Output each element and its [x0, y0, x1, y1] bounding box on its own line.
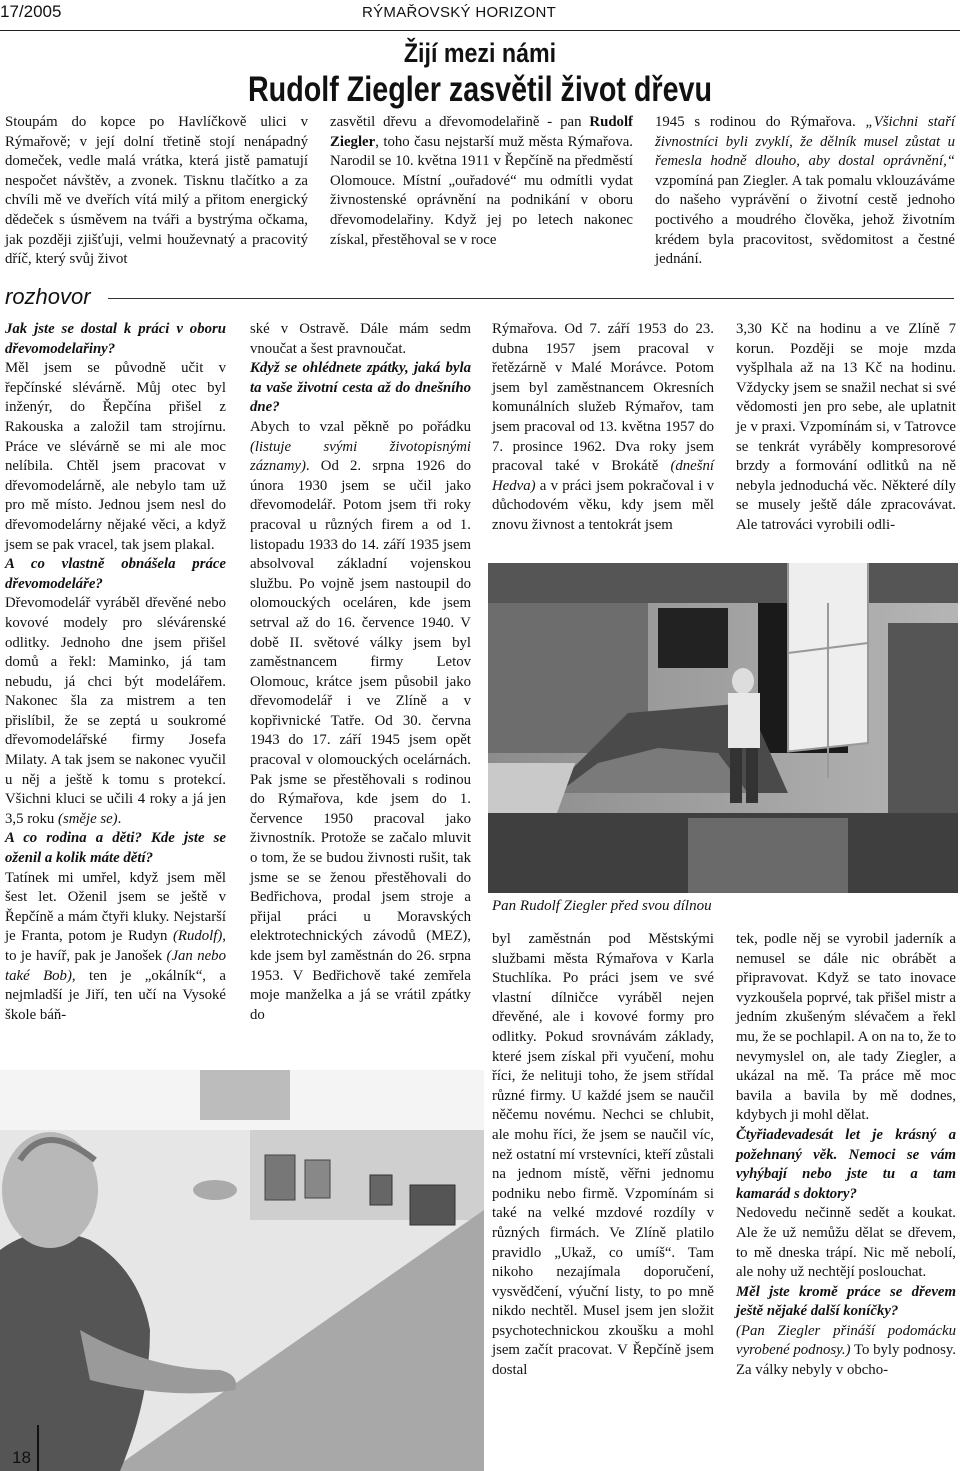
publication-title: RÝMAŘOVSKÝ HORIZONT — [362, 4, 557, 21]
answer-aside: (Pan Ziegler přináší podomácku vyrobené podnosy.) — [736, 1322, 956, 1359]
page-edge-rule — [37, 1425, 39, 1471]
answer-text: Rýmařova. Od 7. září 1953 do 23. dubna 1957 jsem pracoval v řetězárně v Malé Morávce. Potom jsem byl zaměstnancem Okresních komunálních služeb Rýmařov, tam jsem pracoval od 13. května 1957 do 7. prosince 1962. Dva roky jsem pracoval také v Brokátě — [492, 321, 714, 475]
intro-column-2 — [330, 113, 633, 250]
workshop-photo — [488, 563, 958, 893]
interview-column-3-top — [492, 320, 714, 536]
intro-paragraph-2 — [330, 113, 633, 250]
intro-paragraph-3 — [655, 113, 955, 270]
answer-text: Abych to vzal pěkně po pořádku — [250, 418, 471, 435]
interview-column-1 — [5, 320, 226, 1025]
intro-column-1 — [5, 113, 308, 270]
answer: byl zaměstnán pod Městskými službami města Rýmařova v Karla Stuchlíka. Po práci jsem ve své vlastní dílničce vyráběl nejen dřevěné, ale i kovové formy pro odlitky. Pokud srovnávám základy, které jsem získal při vyučení, mohu říci, že nelituji toho, že jsem střídal různé firmy. U každé jsem se naučil něčemu novému. Nechci se chlubit, ale mohu říci, že jsem se naučil víc, než ostatní mí vrstevníci, kteří zůstali na jednom místě, věřni jednomu podniku nebo firmě. Vzpomínám si také na velké mzdové rozdíly v různých firmách. Ve Zlíně platilo pravidlo „Ukaž, co umíš“. Tam nikoho nezajímala doporučení, vysvědčení, výuční listy, to po mně nikdo nechtěl. Musel jsem jen složit psychotechnickou zkoušku a mohl jsem začít pracovat. V Řepčíně jsem dostal — [492, 931, 714, 1379]
intro-column-3 — [655, 113, 955, 270]
interview-column-3-bottom — [492, 930, 714, 1381]
page-number: 18 — [12, 1448, 31, 1467]
answer: 3,30 Kč na hodinu a ve Zlíně 7 korun. Později se moje mzda vyšplhala až na 13 Kč na hodinu. Vždycky jsem se snažil nechat si své vědomosti jen pro sebe, ale uplatnit je v praxi. Vzpomínám si, v Tatrovce se tenkrát vyráběly kompresorové brzdy a formování odlitků na ně nebyla jednoduchá věc. Některé díly se musely ještě dále zpracovávat. Ale tatrováci vyrobili odli- — [736, 321, 956, 533]
answer — [736, 1322, 956, 1381]
workshop-photo-image — [488, 563, 958, 893]
issue-number: 17/2005 — [0, 2, 62, 21]
answer-text: Dřevomodelář vyráběl dřevěné nebo kovové modely pro slévárenské odlitky. Jednoho dne jsem přišel domů a řekl: Maminko, já tam nebudu, já chci být modelářem. Nakonec šla za mistrem a ten přislíbil, že se zeptá u soukromé dřevomodelářské firmy Josefa Milaty. A tak jsem se nakonec vyučil u něj a ještě k tomu s protekcí. Všichni kluci se učili 4 roky a já jen 3,5 roku — [5, 595, 226, 827]
answer-aside: (listuje svými životopisnými záznamy) — [250, 438, 471, 475]
article-headline: Rudolf Ziegler zasvětil život dřevu — [247, 70, 713, 109]
interview-photo-image — [0, 1070, 484, 1471]
answer: tek, podle něj se vyrobil jaderník a nemusel se dále nic obrábět a připravovat. Když se tato inovace vyzkoušela poprvé, tak přišel mistr a jedním zkušeným slévačem a řekl mu, že se pochlapil. A on na to, že to nevymyslel on, ale tady Ziegler, a ukázal na mě. Ta práce mě moc bavila a bavila by mě dodnes, kdybych ji mohl dělat. — [736, 931, 956, 1124]
photo-caption: Pan Rudolf Ziegler před svou dílnou — [492, 898, 712, 914]
question: A co rodina a děti? Kde jste se oženil a kolik máte dětí? — [5, 830, 226, 867]
intro-text: 1945 s rodinou do Rýmařova. — [655, 114, 866, 130]
subject-name: Rudolf Ziegler — [330, 114, 633, 150]
intro-text: vzpomíná pan Ziegler. A tak pomalu vklouzáváme do našeho vyprávění o životní cestě jednoho poctivého a moudrého člověka, jehož životním krédem byla pracovitost, svědomitost a čestné jednání. — [655, 172, 955, 268]
answer-text: , to je havíř, pak je Janošek — [5, 928, 226, 964]
interview-column-4-bottom — [736, 930, 956, 1381]
question: Čtyřiadevadesát let je krásný a požehnaný věk. Nemoci se vám vyhýbají nebo jste tu a tam kamarád s doktory? — [736, 1126, 956, 1202]
answer — [250, 418, 471, 1025]
intro-text: , toho času nejstarší muž města Rýmařova. Narodil se 10. května 1911 v Řepčíně na předměstí Olomouce. Místní „ouřadové“ mu odmítli vydat živnostenské oprávnění na podnikání v oboru dřevomodelařiny. Když jej po letech nakonec získal, přestěhoval se v roce — [330, 133, 633, 248]
section-label: rozhovor — [5, 284, 91, 309]
answer — [492, 320, 714, 536]
article-kicker: Žijí mezi námi — [403, 38, 557, 68]
interview-column-2 — [250, 320, 471, 1025]
answer-text: a v práci jsem pokračoval i v důchodovém věku, kdy jsem měl znovu živnost a tentokrát jsem — [492, 477, 714, 533]
interview-photo — [0, 1070, 484, 1471]
question: Jak jste se dostal k práci v oboru dřevomodelařiny? — [5, 321, 226, 357]
answer: Nedovedu nečinně sedět a koukat. Ale že už nemůžu dělat se dřevem, to mě dneska trápí. Nic mě nebolí, ale nohy už nechtějí poslouchat. — [736, 1205, 956, 1281]
page-header — [0, 0, 960, 31]
section-rule — [108, 298, 954, 299]
intro-paragraph-1: Stoupám do kopce po Havlíčkově ulici v Rýmařově; v její dolní třetině stojí nenápadný domeček, vedle malá vrátka, která jistě pamatují nespočet návštěv, a zvonek. Tisknu tlačítko a za chvíli mě ve dveřích vítá milý a přitom energický dědeček s úsměvem na tváři a bystrýma očkama, jak později zjišťuji, velmi houževnatý a pracovitý dříč, který svůj život — [5, 114, 308, 268]
answer-text: . — [117, 810, 122, 827]
answer — [5, 594, 226, 829]
interview-column-4-top — [736, 320, 956, 536]
answer-text: To byly podnosy. Za války nebyly v obcho- — [736, 1342, 956, 1379]
answer-text: , ten je „okálník“, a nejmladší je Jiří, ten učí na Vysoké škole báň- — [5, 967, 227, 1023]
intro-quote: „Všichni staří živnostníci byli zvyklí, že dělník musel zůstat u řemesla hodně dlouho, aby dostal oprávnění,“ — [655, 114, 956, 170]
question: A co vlastně obnášela práce dřevomodeláře? — [5, 556, 226, 592]
answer-text: . Od 2. srpna 1926 do února 1930 jsem se učil jako dřevomodelář. Potom jsem tři roky pracoval u různých firem a od 1. listopadu 1933 do 14. září 1935 jsem absolvoval základní vojenskou službu. Po vojně jsem nastoupil do olomouckých oceláren, kde jsem setrval až do 16. července 1940. V době II. světové války jsem byl zaměstnancem firmy Letov Olomouc, krátce jsem působil jako dřevomodelář i ve Zlíně a v kopřivnické Tatře. Od 30. června 1943 do 17. září 1945 jsem opět pracoval v olomouckých ocelárnách. Pak jsme se přestěhovali s rodinou do Rýmařova, kde jsem do 1. července 1950 pracoval jako živnostník. Protože se začalo mluvit o tom, že se budou živnosti rušit, tak jsme se se ženou přestěhovali do Bedřichova, prodal jsem stroje a přijal práci u Moravských elektrotechnických závodů (MEZ), kde jsem byl zaměstnán do 26. srpna 1953. V Bedřichově také zemřela moje manželka a já se vrátil zpátky do — [250, 458, 471, 1023]
answer-text: Tatínek mi umřel, když jsem měl šest let. Oženil jsem se ještě v Řepčíně a mám čtyři kluky. Nejstarší je Franta, potom je Rudyn — [5, 869, 226, 945]
answer-aside: (Jan nebo také Bob) — [5, 948, 226, 984]
answer: ské v Ostravě. Dále mám sedm vnoučat a šest pravnoučat. — [250, 321, 471, 357]
question: Když se ohlédnete zpátky, jaká byla ta vaše životní cesta až do dnešního dne? — [250, 360, 471, 416]
question: Měl jste kromě práce se dřevem ještě nějaké další koníčky? — [736, 1283, 956, 1320]
answer: Měl jsem se původně učit v řepčínské slévárně. Můj otec byl inženýr, do Řepčína přišel z Rakouska a založil tam strojírnu. Práce ve slévárně se mi ale moc nelíbila. Chtěl jsem pracovat v dřevomodelárně, ale nebylo tam už pro mě místo. Jednou jsem nesl do dřevomodelárny nějaké věci, a když jsem se pak vracel, tak jsem plakal. — [5, 360, 226, 553]
answer-aside: (směje se) — [58, 810, 118, 827]
answer — [5, 869, 226, 1026]
answer-aside: (dnešní Hedva) — [492, 458, 714, 494]
answer-aside: (Rudolf) — [172, 928, 223, 945]
intro-text: zasvětil dřevu a dřevomodelařině - pan — [330, 114, 590, 130]
